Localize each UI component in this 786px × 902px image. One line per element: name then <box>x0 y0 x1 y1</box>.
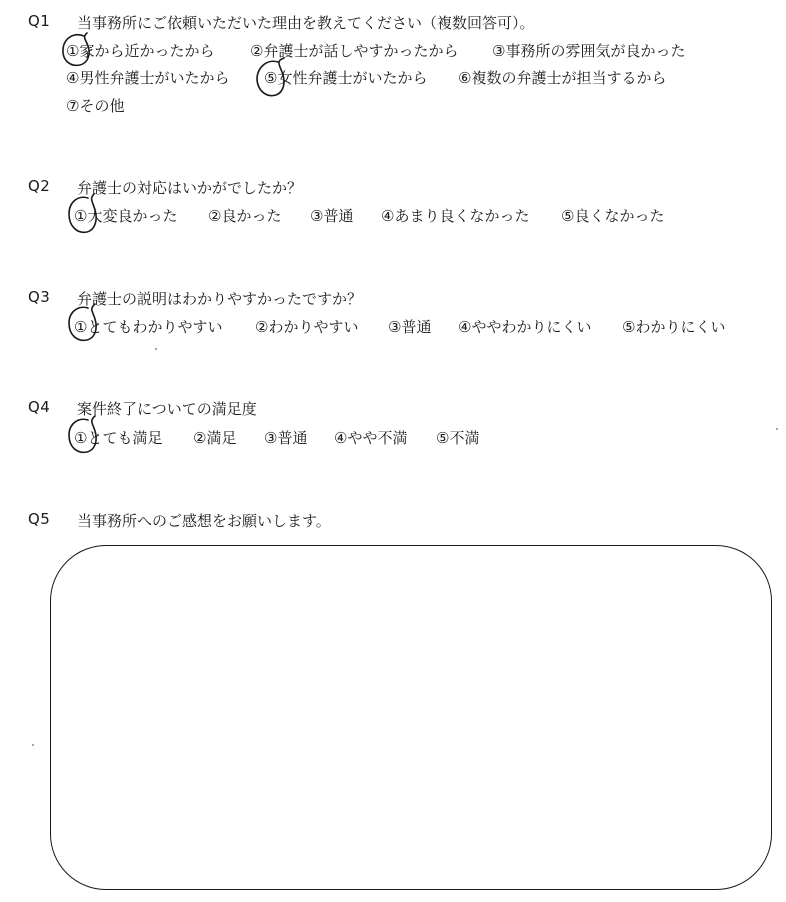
question-text-q2: 弁護士の対応はいかがでしたか？ <box>77 179 303 197</box>
question-text-q5: 当事務所へのご感想をお願いします。 <box>77 512 331 530</box>
q2-option-3[interactable]: ③普通 <box>310 207 354 225</box>
q4-option-5[interactable]: ⑤不満 <box>436 429 480 447</box>
q3-option-4[interactable]: ④ややわかりにくい <box>458 318 592 336</box>
q5-answer-box[interactable] <box>50 545 772 890</box>
q1-option-6[interactable]: ⑥複数の弁護士が担当するから <box>458 69 667 87</box>
scan-speck <box>155 348 157 350</box>
q1-option-5[interactable]: ⑤女性弁護士がいたから <box>264 69 428 87</box>
question-text-q4: 案件終了についての満足度 <box>77 400 257 418</box>
q1-option-2[interactable]: ②弁護士が話しやすかったから <box>250 42 459 60</box>
q3-option-5[interactable]: ⑤わかりにくい <box>622 318 726 336</box>
q2-option-1[interactable]: ①大変良かった <box>74 207 178 225</box>
question-number-q3: Q3 <box>28 288 51 306</box>
q1-option-4[interactable]: ④男性弁護士がいたから <box>66 69 230 87</box>
question-number-q4: Q4 <box>28 398 51 416</box>
q4-option-3[interactable]: ③普通 <box>264 429 308 447</box>
question-number-q2: Q2 <box>28 177 51 195</box>
q1-option-7[interactable]: ⑦その他 <box>66 97 125 115</box>
q4-option-2[interactable]: ②満足 <box>193 429 237 447</box>
scan-speck <box>32 744 34 746</box>
q3-option-1[interactable]: ①とてもわかりやすい <box>74 318 223 336</box>
question-text-q3: 弁護士の説明はわかりやすかったですか？ <box>77 290 363 308</box>
q1-option-3[interactable]: ③事務所の雰囲気が良かった <box>492 42 686 60</box>
scan-speck <box>776 428 778 430</box>
question-number-q1: Q1 <box>28 12 51 30</box>
q4-option-4[interactable]: ④やや不満 <box>334 429 408 447</box>
q1-option-1[interactable]: ①家から近かったから <box>66 42 215 60</box>
q4-option-1[interactable]: ①とても満足 <box>74 429 163 447</box>
q2-option-5[interactable]: ⑤良くなかった <box>561 207 665 225</box>
q2-option-2[interactable]: ②良かった <box>208 207 282 225</box>
q3-option-3[interactable]: ③普通 <box>388 318 432 336</box>
q3-option-2[interactable]: ②わかりやすい <box>255 318 359 336</box>
q2-option-4[interactable]: ④あまり良くなかった <box>381 207 530 225</box>
question-number-q5: Q5 <box>28 510 51 528</box>
question-text-q1: 当事務所にご依頼いただいた理由を教えてください（複数回答可）。 <box>77 14 535 32</box>
